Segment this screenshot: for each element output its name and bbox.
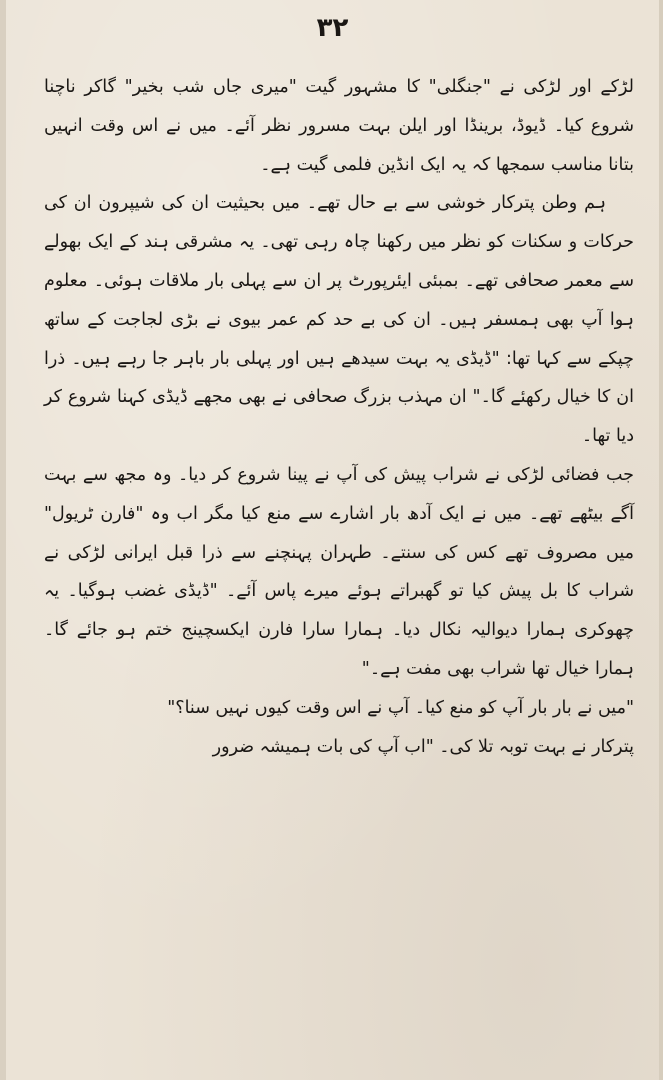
paragraph: جب فضائی لڑکی نے شراب پیش کی آپ نے پینا شروع کر دیا۔ وہ مجھ سے بہت آگے بیٹھے تھے۔ میں نے ایک آدھ بار اشارے سے منع کیا مگر اب وہ "فارن ٹریول" میں مصروف تھے کس کی سنتے۔ طہران پہنچنے سے ذرا قبل ایرانی لڑکی نے شراب کا بل پیش کیا تو گھبراتے ہوئے میرے پاس آئے۔ "ڈیڈی غضب ہوگیا۔ یہ چھوکری ہمارا دیوالیہ نکال دیا۔ ہمارا سارا فارن ایکسچینج ختم ہو جائے گا۔ ہمارا خیال تھا شراب بھی مفت ہے۔" — [44, 464, 634, 679]
paragraph: پترکار نے بہت توبہ تلا کی۔ "اب آپ کی بات ہمیشہ ضرور — [212, 736, 634, 757]
paragraph: لڑکے اور لڑکی نے "جنگلی" کا مشہور گیت "میری جاں شب بخیر" گاکر ناچنا شروع کیا۔ ڈیوڈ، برینڈا اور ایلن بہت مسرور نظر آئے۔ میں نے اس وقت انہیں بتانا مناسب سمجھا کہ یہ ایک انڈین فلمی گیت ہے۔ — [44, 77, 634, 175]
paragraph: ہم وطن پترکار خوشی سے بے حال تھے۔ میں بحیثیت ان کی شیپرون ان کی حرکات و سکنات کو نظر میں رکھنا چاہ رہی تھی۔ یہ مشرقی ہند کے ایک بھولے سے معمر صحافی تھے۔ بمبئی ایئرپورٹ پر ان سے پہلی بار ملاقات ہوئی۔ معلوم ہوا آپ بھی ہمسفر ہیں۔ ان کی بے حد کم عمر بیوی نے بڑی لجاجت کے ساتھ چپکے سے کہا تھا: "ڈیڈی یہ بہت سیدھے ہیں اور پہلی بار باہر جا رہے ہیں۔ ذرا ان کا خیال رکھئے گا۔" ان مہذب بزرگ صحافی نے بھی مجھے ڈیڈی کہنا شروع کر دیا تھا۔ — [44, 193, 634, 447]
body-text — [44, 68, 634, 766]
paragraph: "میں نے بار بار آپ کو منع کیا۔ آپ نے اس وقت کیوں نہیں سنا؟" — [167, 697, 634, 718]
page-number: ۳۲ — [316, 13, 349, 43]
